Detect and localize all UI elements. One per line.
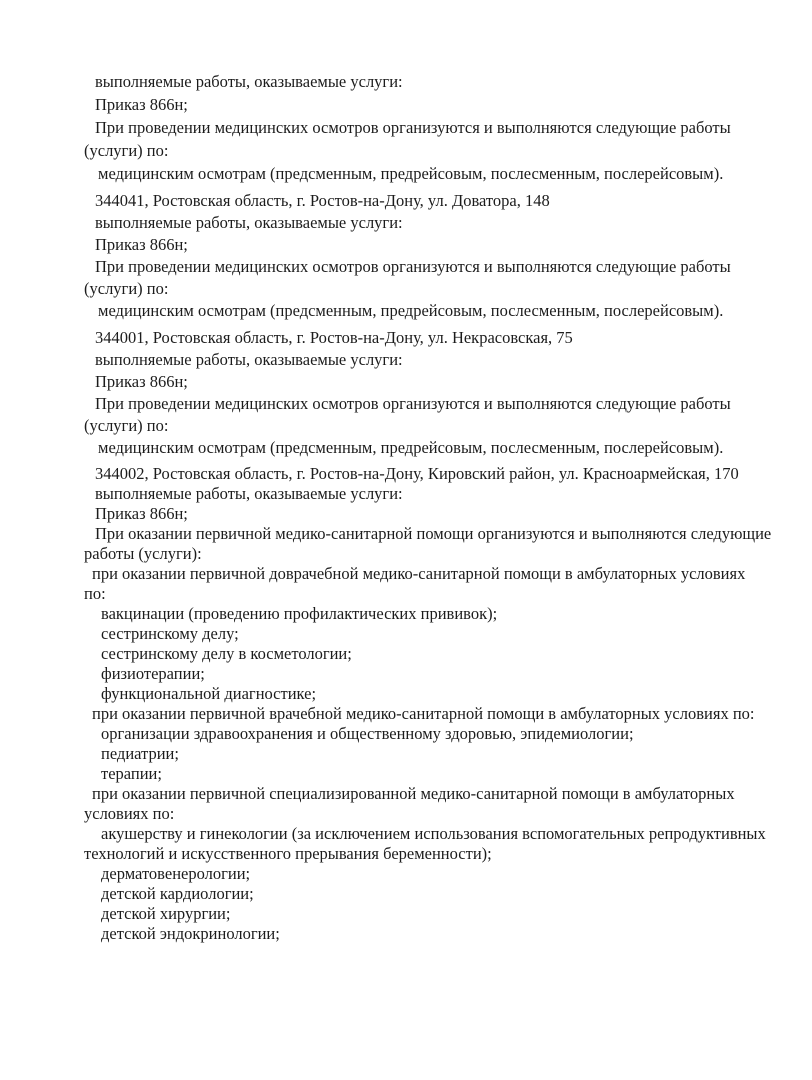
text-line: функциональной диагностике; [101,684,317,703]
text-line: выполняемые работы, оказываемые услуги: [95,213,403,232]
text-line: сестринскому делу в косметологии; [101,644,352,663]
text-line: При проведении медицинских осмотров организуются и выполняются следующие работы [95,257,731,276]
text-line: условиях по: [84,804,175,823]
address-line: 344001, Ростовская область, г. Ростов-на-Дону, ул. Некрасовская, 75 [95,328,573,347]
text-line: Приказ 866н; [95,372,188,391]
text-line: детской хирургии; [101,904,231,923]
license-address-block [84,464,784,944]
text-line: медицинским осмотрам (предсменным, предрейсовым, послесменным, послерейсовым). [98,438,724,457]
text-line: акушерству и гинекологии (за исключением использования вспомогательных репродуктивных [101,824,766,843]
document-body [84,70,784,944]
license-works-block [84,70,784,185]
address-line: 344002, Ростовская область, г. Ростов-на-Дону, Кировский район, ул. Красноармейская, 170 [95,464,739,483]
text-line: вакцинации (проведению профилактических прививок); [101,604,498,623]
text-line: выполняемые работы, оказываемые услуги: [95,484,403,503]
text-line: детской кардиологии; [101,884,254,903]
text-line: (услуги) по: [84,416,169,435]
text-line: при оказании первичной специализированной медико-санитарной помощи в амбулаторных [92,784,735,803]
text-line: Приказ 866н; [95,504,188,523]
text-line: Приказ 866н; [95,95,188,114]
text-line: организации здравоохранения и общественному здоровью, эпидемиологии; [101,724,634,743]
text-line: выполняемые работы, оказываемые услуги: [95,350,403,369]
license-address-block [84,190,784,322]
text-line: физиотерапии; [101,664,205,683]
text-line: (услуги) по: [84,279,169,298]
text-line: педиатрии; [101,744,179,763]
text-line: (услуги) по: [84,141,169,160]
text-line: при оказании первичной врачебной медико-санитарной помощи в амбулаторных условиях по: [92,704,755,723]
text-line: Приказ 866н; [95,235,188,254]
text-line: технологий и искусственного прерывания беременности); [84,844,492,863]
text-line: при оказании первичной доврачебной медико-санитарной помощи в амбулаторных условиях [92,564,746,583]
text-line: детской эндокринологии; [101,924,280,943]
text-line: При проведении медицинских осмотров организуются и выполняются следующие работы [95,118,731,137]
text-line: При оказании первичной медико-санитарной помощи организуются и выполняются следующие [95,524,772,543]
text-line: дерматовенерологии; [101,864,251,883]
text-line: выполняемые работы, оказываемые услуги: [95,72,403,91]
address-line: 344041, Ростовская область, г. Ростов-на-Дону, ул. Доватора, 148 [95,191,550,210]
text-line: терапии; [101,764,162,783]
text-line: медицинским осмотрам (предсменным, предрейсовым, послесменным, послерейсовым). [98,164,724,183]
text-line: медицинским осмотрам (предсменным, предрейсовым, послесменным, послерейсовым). [98,301,724,320]
license-address-block [84,327,784,459]
text-line: При проведении медицинских осмотров организуются и выполняются следующие работы [95,394,731,413]
text-line: сестринскому делу; [101,624,239,643]
text-line: по: [84,584,106,603]
text-line: работы (услуги): [84,544,202,563]
